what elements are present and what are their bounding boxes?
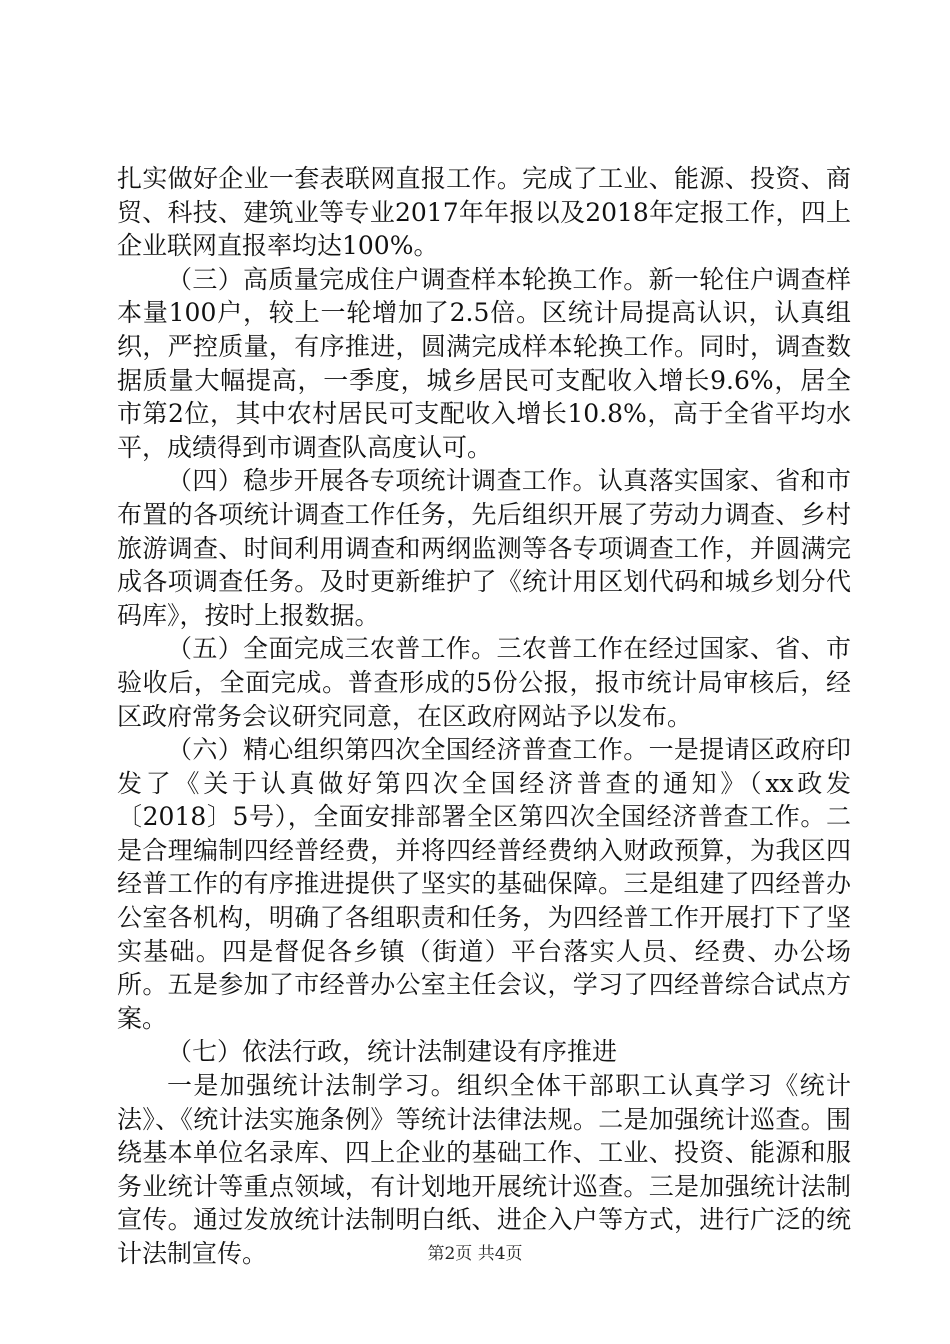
paragraph-section-7-body: 一是加强统计法制学习。组织全体干部职工认真学习《统计法》、《统计法实施条例》等统计法律法规。二是加强统计巡查。围绕基本单位名录库、四上企业的基础工作、工业、投资、能源和服务业统计等重点领域，有计划地开展统计巡查。三是加强统计法制宣传。通过发放统计法制明白纸、进企入户等方式，进行广泛的统计法制宣传。 — [117, 1071, 851, 1268]
paragraph-continuation: 扎实做好企业一套表联网直报工作。完成了工业、能源、投资、商贸、科技、建筑业等专业2017年年报以及2018年定报工作，四上企业联网直报率均达100%。 — [117, 164, 851, 261]
paragraph-section-3: （三）高质量完成住户调查样本轮换工作。新一轮住户调查样本量100户，较上一轮增加了2.5倍。区统计局提高认识，认真组织，严控质量，有序推进，圆满完成样本轮换工作。同时，调查数据质量大幅提高，一季度，城乡居民可支配收入增长9.6%，居全市第2位，其中农村居民可支配收入增长10.8%，高于全省平均水平，成绩得到市调查队高度认可。 — [117, 264, 851, 462]
document-body — [117, 162, 851, 1271]
paragraph-section-5: （五）全面完成三农普工作。三农普工作在经过国家、省、市验收后，全面完成。普查形成的5份公报，报市统计局审核后，经区政府常务会议研究同意，在区政府网站予以发布。 — [117, 634, 851, 731]
paragraph-section-4: （四）稳步开展各专项统计调查工作。认真落实国家、省和市布置的各项统计调查工作任务，先后组织开展了劳动力调查、乡村旅游调查、时间利用调查和两纲监测等各专项调查工作，并圆满完成各项调查任务。及时更新维护了《统计用区划代码和城乡划分代码库》，按时上报数据。 — [117, 466, 851, 630]
section-7-heading: （七）依法行政，统计法制建设有序推进 — [167, 1037, 618, 1067]
page-number-footer: 第2页 共4页 — [427, 1244, 523, 1264]
paragraph-section-6: （六）精心组织第四次全国经济普查工作。一是提请区政府印发了《关于认真做好第四次全国经济普查的通知》（xx政发〔2018〕5号），全面安排部署全区第四次全国经济普查工作。二是合理编制四经普经费，并将四经普经费纳入财政预算，为我区四经普工作的有序推进提供了坚实的基础保障。三是组建了四经普办公室各机构，明确了各组职责和任务，为四经普工作开展打下了坚实基础。四是督促各乡镇（街道）平台落实人员、经费、办公场所。五是参加了市经普办公室主任会议，学习了四经普综合试点方案。 — [117, 735, 851, 1033]
